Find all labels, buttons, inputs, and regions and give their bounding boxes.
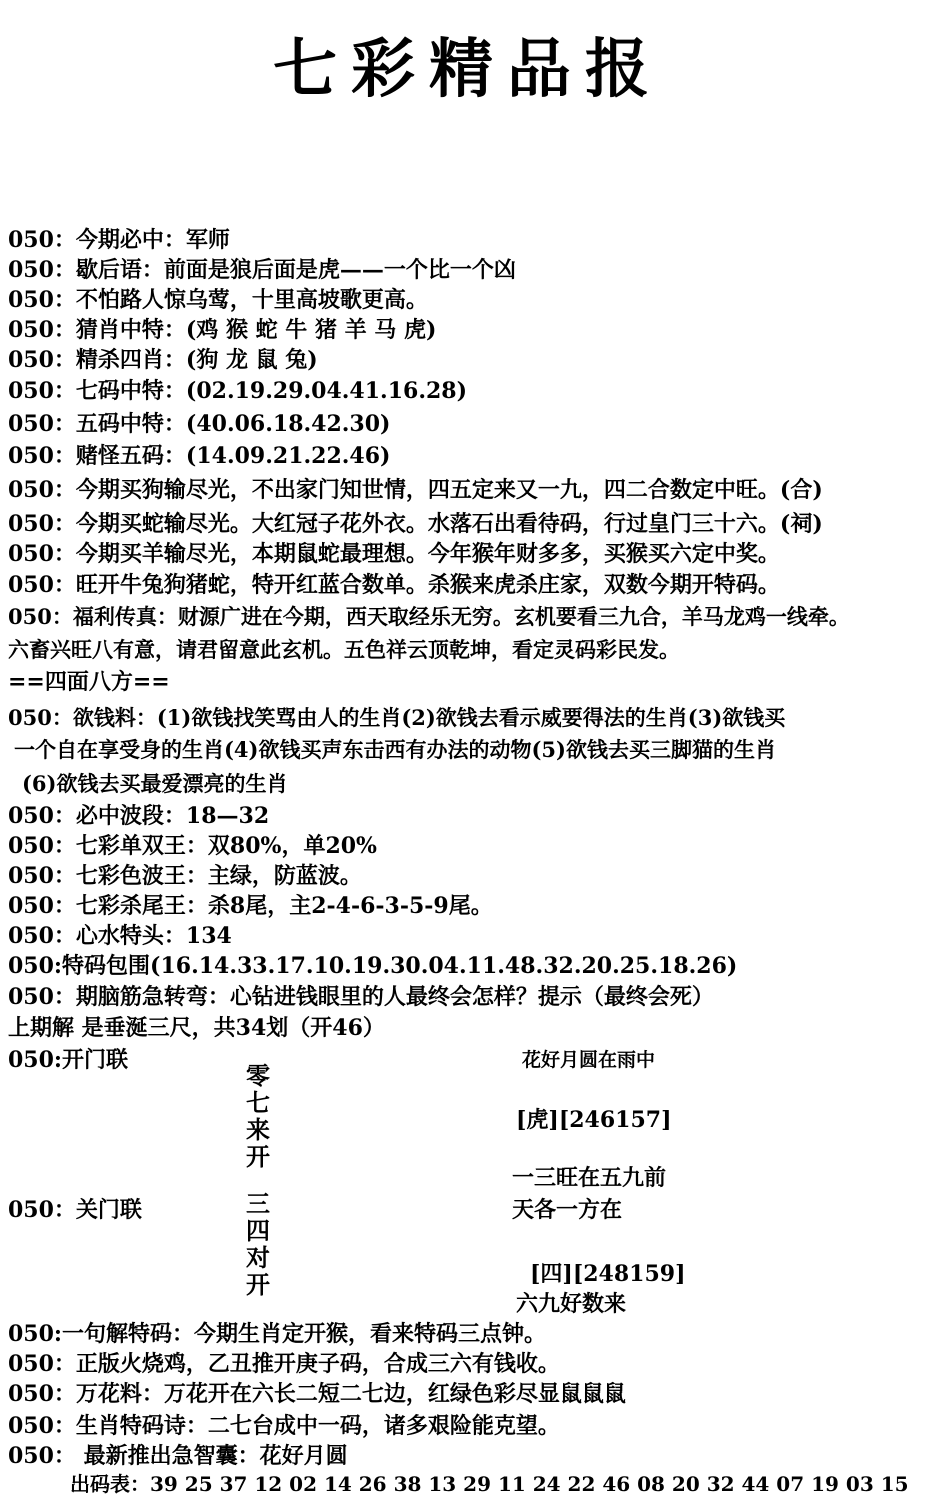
text-line: 050：七彩杀尾王：杀8尾，主2-4-6-3-5-9尾。	[8, 893, 493, 919]
text-line: 050：五码中特：(40.06.18.42.30)	[8, 411, 391, 437]
text-line: 050：精杀四肖：(狗 龙 鼠 兔)	[8, 347, 318, 373]
couplet-right-line: [虎][246157]	[516, 1107, 672, 1133]
text-line: 050：心水特头：134	[8, 923, 232, 949]
text-line: 050:特码包围(16.14.33.17.10.19.30.04.11.48.32.20.25.18.26)	[8, 953, 738, 979]
text-line: 050：生肖特码诗：二七台成中一码，诸多艰险能克望。	[8, 1413, 560, 1439]
text-line: 050：不怕路人惊乌莺，十里高坡歌更高。	[8, 287, 428, 313]
close-couplet-text: 三四对开	[246, 1189, 270, 1299]
text-line: 050：今期必中：军师	[8, 227, 230, 253]
text-line: 一个自在享受身的生肖(4)欲钱买声东击西有办法的动物(5)欲钱去买三脚猫的生肖	[14, 737, 776, 762]
close-couplet-label: 050：关门联	[8, 1197, 142, 1223]
text-line: 050：赌怪五码：(14.09.21.22.46)	[8, 443, 391, 469]
text-line: 050：歇后语：前面是狼后面是虎——一个比一个凶	[8, 257, 516, 283]
couplet-right-line: [四][248159]	[530, 1261, 686, 1287]
text-line: 050：七彩单双王：双80%，单20%	[8, 833, 377, 859]
couplet-right-line: 六九好数来	[516, 1291, 627, 1317]
text-line: 六畜兴旺八有意，请君留意此玄机。五色祥云顶乾坤，看定灵码彩民发。	[8, 637, 680, 662]
text-line: 050：期脑筋急转弯：心钻进钱眼里的人最终会怎样？提示（最终会死）	[8, 984, 714, 1010]
text-line: 050：七彩色波王：主绿，防蓝波。	[8, 863, 362, 889]
text-line: 050：猜肖中特：(鸡 猴 蛇 牛 猪 羊 马 虎)	[8, 317, 437, 343]
text-line: 050：必中波段：18—32	[8, 803, 270, 829]
text-line: 050：旺开牛兔狗猪蛇，特开红蓝合数单。杀猴来虎杀庄家，双数今期开特码。	[8, 572, 780, 598]
open-couplet-label: 050:开门联	[8, 1047, 129, 1073]
text-line: 050： 最新推出急智囊：花好月圆	[8, 1443, 348, 1469]
text-line: (6)欲钱去买最爱漂亮的生肖	[22, 771, 288, 796]
couplet-right-line: 花好月圆在雨中	[522, 1049, 656, 1071]
text-line: 上期解 是垂涎三尺，共34划（开46）	[8, 1015, 385, 1041]
text-line: 050：今期买蛇输尽光。大红冠子花外衣。水落石出看待码，行过皇门三十六。(祠)	[8, 511, 823, 537]
text-line: 050：正版火烧鸡，乙丑推开庚子码，合成三六有钱收。	[8, 1351, 560, 1377]
couplet-right-line: 一三旺在五九前	[512, 1165, 667, 1191]
text-line: 050：七码中特：(02.19.29.04.41.16.28)	[8, 378, 468, 404]
couplet-right-line: 天各一方在	[512, 1197, 623, 1223]
text-line: 050：万花料：万花开在六长二短二七边，红绿色彩尽显鼠鼠鼠	[8, 1381, 626, 1407]
section-heading: ==四面八方==	[8, 669, 170, 695]
text-line: 050:一句解特码：今期生肖定开猴，看来特码三点钟。	[8, 1321, 547, 1347]
page-title: 七彩精品报	[273, 32, 663, 107]
draw-table: 出码表：39 25 37 12 02 14 26 38 13 29 11 24 22 46 08 20 32 44 07 19 03 15	[70, 1472, 909, 1496]
text-line: 050：欲钱料：(1)欲钱找笑骂由人的生肖(2)欲钱去看示威要得法的生肖(3)欲钱买	[8, 705, 786, 730]
text-line: 050：今期买羊输尽光，本期鼠蛇最理想。今年猴年财多多，买猴买六定中奖。	[8, 541, 780, 567]
text-line: 050：福利传真：财源广进在今期，西天取经乐无穷。玄机要看三九合，羊马龙鸡一线牵。	[8, 604, 850, 629]
open-couplet-text: 零七来开	[246, 1061, 270, 1171]
text-line: 050：今期买狗输尽光，不出家门知世情，四五定来又一九，四二合数定中旺。(合)	[8, 477, 823, 503]
